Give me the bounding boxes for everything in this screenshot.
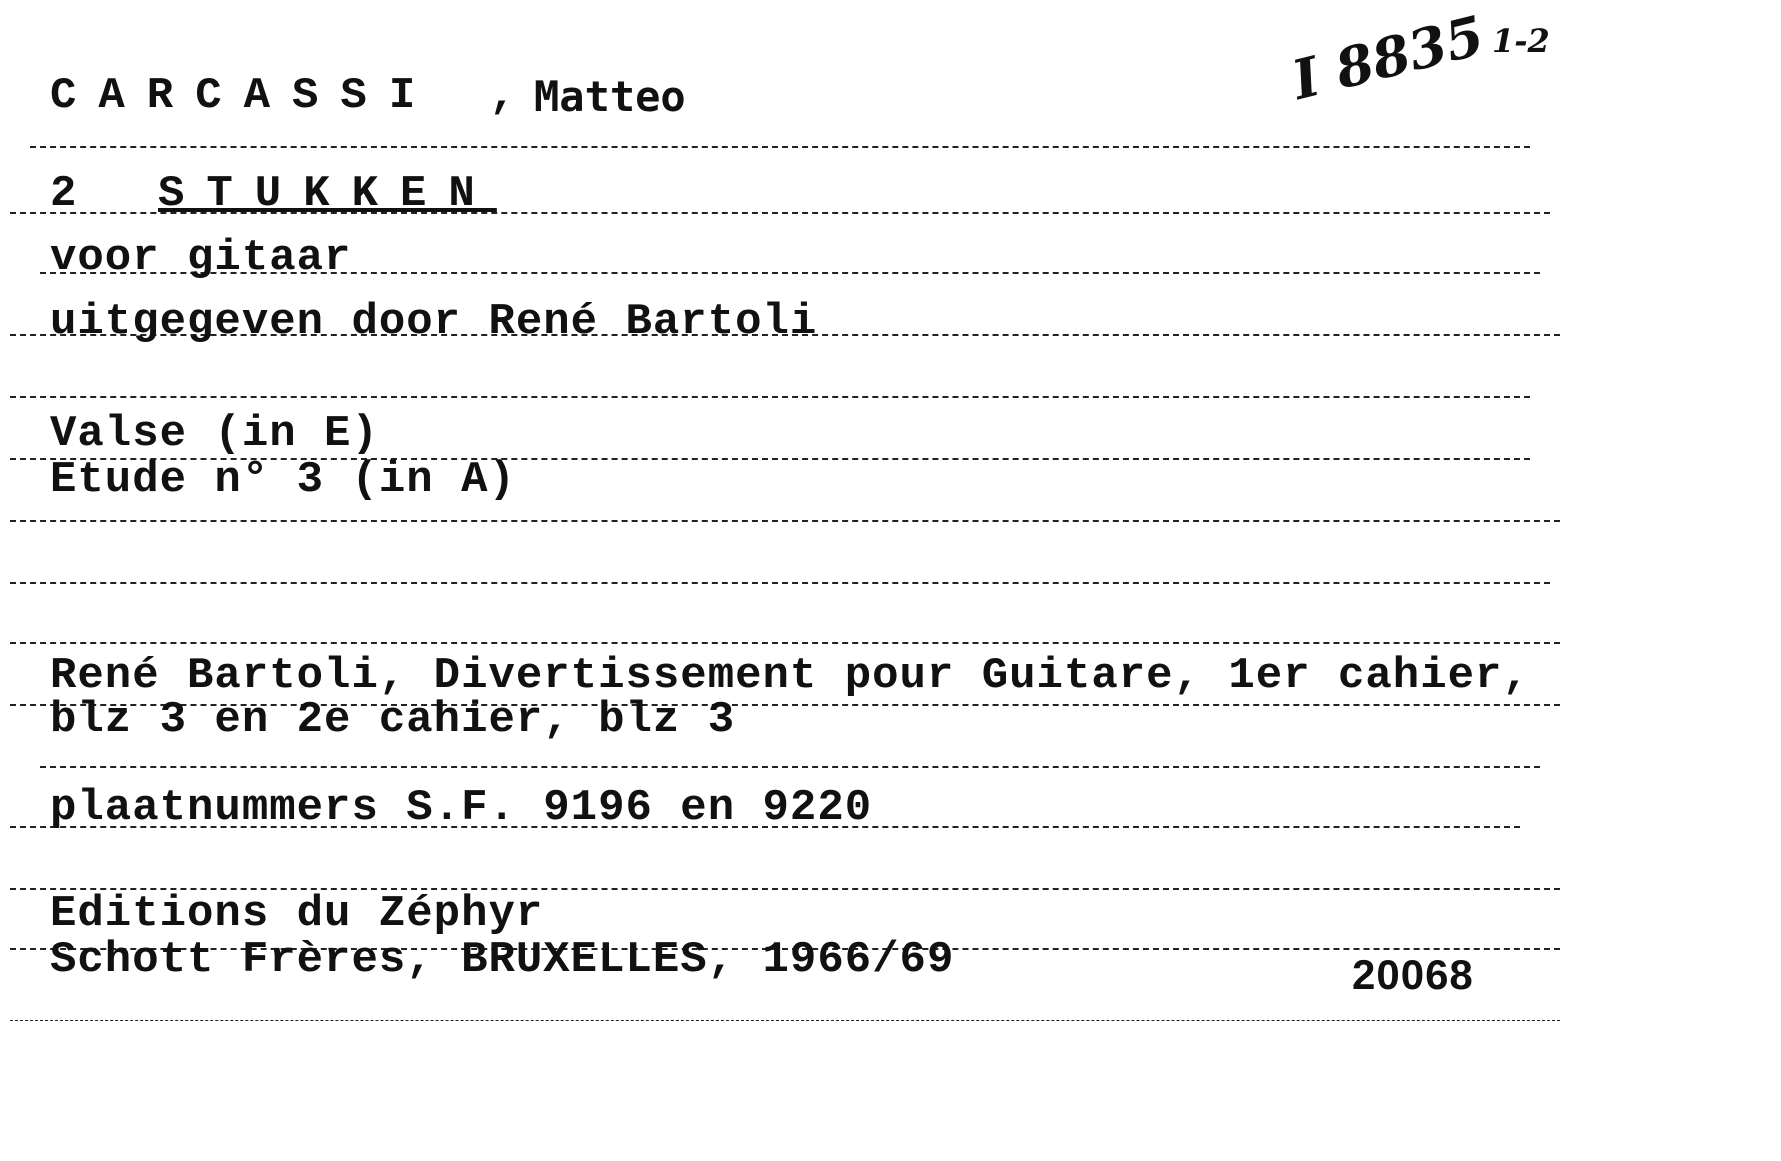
composer-last-name: CARCASSI — [50, 71, 438, 121]
source-line: blz 3 en 2e cahier, blz 3 — [50, 695, 736, 745]
rule-line — [10, 1020, 1560, 1021]
rule-line — [10, 396, 1530, 398]
title-word: STUKKEN — [158, 169, 497, 219]
publisher-line: Editions du Zéphyr — [50, 889, 544, 939]
title-count: 2 — [50, 169, 78, 219]
rule-line — [10, 582, 1550, 584]
call-number-suffix: 1-2 — [1492, 22, 1550, 60]
rule-line — [10, 642, 1560, 644]
editor: uitgegeven door René Bartoli — [50, 297, 818, 347]
content-item: Valse (in E) — [50, 409, 379, 459]
content-item: Etude n° 3 (in A) — [50, 455, 516, 505]
rule-line — [30, 146, 1530, 148]
composer-first-name: Matteo — [534, 72, 686, 121]
publisher-line: Schott Frères, BRUXELLES, 1966/69 — [50, 935, 955, 985]
source-line: René Bartoli, Divertissement pour Guitare, 1er cahier, — [50, 651, 1530, 701]
plate-numbers: plaatnummers S.F. 9196 en 9220 — [50, 783, 873, 833]
composer-separator: , — [462, 71, 517, 121]
rule-line — [40, 766, 1540, 768]
instrument: voor gitaar — [50, 233, 352, 283]
call-number: I 8835 — [1286, 2, 1491, 113]
accession-number: 20068 — [1352, 951, 1474, 998]
rule-line — [10, 520, 1560, 522]
